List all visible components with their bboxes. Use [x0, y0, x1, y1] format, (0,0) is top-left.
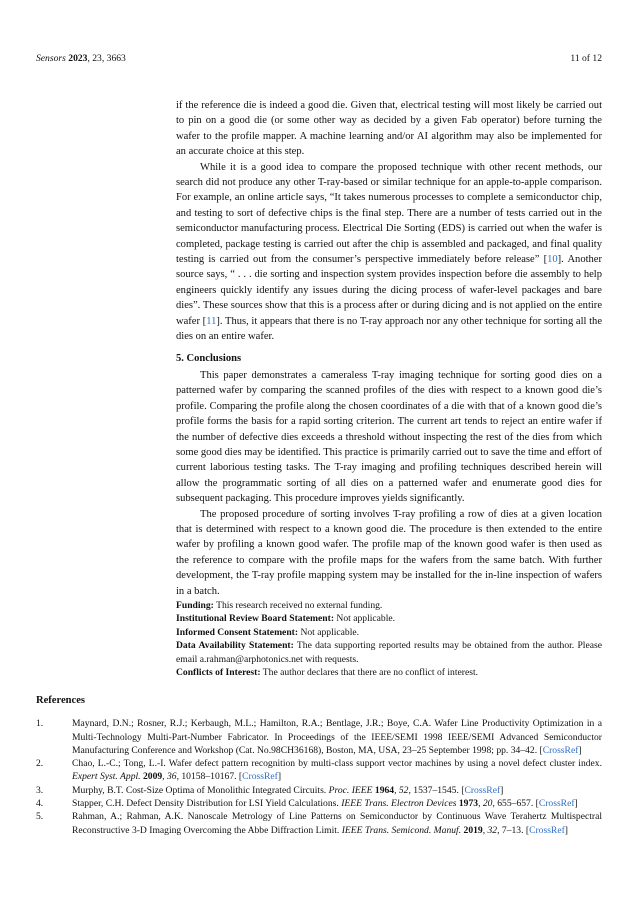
paragraph-3: This paper demonstrates a cameraless T-ray imaging technique for sorting good dies on a patterned wafer by comparing the scanned profiles of the dies with respect to a known good die’s profile. Comparing the profile along the chosen coordinates of a die with that of a known good die’s profile forms the basis for a rapid sorting criterion. The current art tends to reject an entire wafer if the number of defective dies exceeds a threshold without inspecting the rest of the dies from which some good dies may be identified. This practice is primarily carried out to save the time and effort of current laborious testing tasks. The T-ray imaging and profiling techniques described herein will allow the programmatic sorting of all dies on a patterned wafer and enumerate good dies for subsequent packaging. This procedure improves yields significantly.	[176, 369, 602, 505]
references-section	[36, 694, 602, 837]
journal-name: Sensors	[36, 53, 66, 64]
paragraph-2: While it is a good idea to compare the proposed technique with other recent methods, our search did not produce any other T-ray-based or similar technique for an apple-to-apple comparison. For example, an online article says, “It takes numerous processes to complete a semiconductor chip, and testing to sort of defective chips is the final step. There are a number of tests carried out in the semiconductor manufacturing process. Electrical Die Sorting (EDS) is carried out when the wafer is completed, package testing is carried out after the chip is assembled and packaged, and final quality testing is carried out from the consumer’s perspective immediately before release” [10]. Another source says, “ . . . die sorting and inspection system provides inspection before die assembly to help engineers quickly identify any issues during the dicing process of wafer-level packages and bare dies”. These sources show that this is a process after or during dicing and is not applied on the entire wafer [11]. Thus, it appears that there is no T-ray approach nor any other technique for sorting all the dies on an entire wafer.	[176, 161, 603, 343]
reference-item: 2. Chao, L.-C.; Tong, L.-I. Wafer defect pattern recognition by multi-class support vector machines by using a novel defect cluster index. Expert Syst. Appl. 2009, 36, 10158–10167. [CrossRef]	[36, 758, 602, 783]
crossref-link[interactable]: CrossRef	[538, 798, 575, 810]
page-header	[36, 53, 602, 65]
journal-year: 2023	[68, 53, 88, 64]
crossref-link[interactable]: CrossRef	[464, 784, 501, 796]
funding-statement: Funding: This research received no external funding.	[176, 600, 383, 611]
crossref-link[interactable]: CrossRef	[529, 824, 565, 836]
reference-list	[36, 717, 602, 837]
reference-item: 3. Murphy, B.T. Cost-Size Optima of Monolithic Integrated Circuits. Proc. IEEE 1964, 52, 1537–1545. [CrossRef]	[36, 784, 504, 796]
references-heading: References	[36, 695, 85, 706]
main-text	[176, 98, 602, 679]
page-number: 11 of 12	[570, 53, 602, 64]
irb-statement: Institutional Review Board Statement: Not applicable.	[176, 613, 396, 625]
conflicts-statement: Conflicts of Interest: The author declares that there are no conflict of interest.	[176, 667, 479, 679]
running-head	[36, 53, 126, 65]
citation-link[interactable]: 10	[547, 254, 558, 266]
reference-item: 1. Maynard, D.N.; Rosner, R.J.; Kerbaugh, M.L.; Hamilton, R.A.; Bentlage, J.R.; Boye, C.A. Wafer Line Productivity Optimization in a Multi-Technology Multi-Part-Number Fabricator. In Proceedings of the IEEE/SEMI 1998 IEEE/SEMI Advanced Semiconductor Manufacturing Conference and Workshop (Cat. No.98CH36168), Boston, MA, USA, 23–25 September 1998; pp. 34–42. [CrossRef]	[36, 718, 602, 756]
data-availability-statement: Data Availability Statement: The data supporting reported results may be obtained from the author. Please email a.rahman@arphotonics.net with requests.	[176, 640, 602, 665]
journal-volume: , 23, 3663	[87, 53, 126, 64]
reference-item: 4. Stapper, C.H. Defect Density Distribution for LSI Yield Calculations. IEEE Trans. Electron Devices 1973, 20, 655–657. [CrossRef]	[36, 798, 578, 810]
crossref-link[interactable]: CrossRef	[242, 771, 278, 783]
section-heading-conclusions: 5. Conclusions	[176, 352, 242, 364]
paragraph-4: The proposed procedure of sorting involves T-ray profiling a row of dies at a given location that is determined with respect to a known good die. The procedure is then extended to the entire wafer by profiling a known good wafer. The profile map of the known good wafer is then used as the reference to compare with the profile maps for the wafers from the same batch. With further development, the T-ray profile mapping system may be installed for the in-line inspection of wafers in a batch.	[176, 508, 602, 597]
consent-statement: Informed Consent Statement: Not applicable.	[176, 626, 360, 638]
crossref-link[interactable]: CrossRef	[542, 744, 579, 756]
citation-link[interactable]: 11	[206, 315, 217, 327]
reference-item: 5. Rahman, A.; Rahman, A.K. Nanoscale Metrology of Line Patterns on Semiconductor by Continuous Wave Terahertz Multispectral Reconstructive 3-D Imaging Overcoming the Abbe Diffraction Limit. IEEE Trans. Semicond. Manuf. 2019, 32, 7–13. [CrossRef]	[36, 811, 602, 836]
paragraph-1: if the reference die is indeed a good die. Given that, electrical testing will most likely be carried out to pin on a good die (or some other way as decided by a given Fab operator) before turning the wafer to the profile mapper. A machine learning and/or AI algorithm may also be implemented for an accurate choice at this step.	[176, 100, 602, 158]
